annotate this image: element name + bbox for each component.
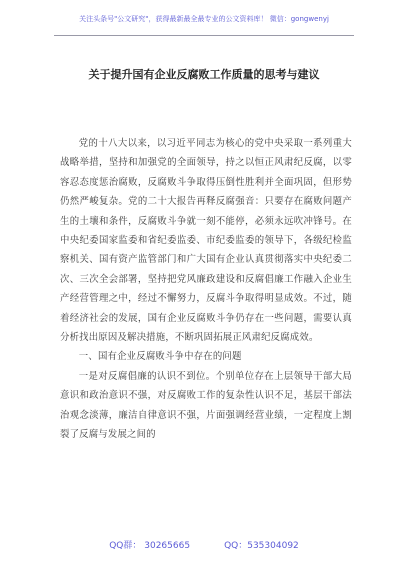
body-paragraph-intro: 党的十八大以来，以习近平同志为核心的党中央采取一系列重大战略举措，坚持和加强党的全面领导，持之以恒正风肃纪反腐，以零容忍态度惩治腐败，反腐败斗争取得压倒性胜利并全面巩固，但形势仍然严峻复杂。党的二十大报告再释反腐强音：只要存在腐败问题产生的土壤和条件，反腐败斗争就一刻不能停，必须永远吹冲锋号。在中央纪委国家监委和省纪委监委、市纪委监委的领导下，各级纪检监察机关、国有资产监管部门和广大国有企业认真贯彻落实中央纪委二次、三次全会部署，坚持把党风廉政建设和反腐倡廉工作融入企业生产经营管理之中，经过不懈努力，反腐斗争取得明显成效。不过，随着经济社会的发展，国有企业反腐败斗争仍存在一些问题，需要认真分析找出原因及解决措施，不断巩固拓展正风肃纪反腐成效。 bbox=[60, 138, 352, 344]
header-divider bbox=[54, 35, 354, 36]
section-heading: 一、国有企业反腐败斗争中存在的问题 bbox=[78, 351, 242, 363]
document-title: 关于提升国有企业反腐败工作质量的思考与建议 bbox=[88, 68, 320, 81]
footer-qq-number: QQ：535304092 bbox=[224, 541, 299, 551]
body-paragraph-issue-1: 一是对反腐倡廉的认识不到位。个别单位存在上层领导干部大局意识和政治意识不强，对反腐败工作的复杂性认识不足，基层干部法治观念淡薄，廉洁自律意识不强，片面强调经营业绩，一定程度上割裂了反腐与发展之间的 bbox=[60, 370, 352, 441]
document-body bbox=[60, 134, 352, 445]
footer-qq-group: QQ群： 30265665 bbox=[109, 541, 191, 551]
header-banner: 关注头条号"公文研究"，获得最新最全最专业的公文资料库！ 微信：gongwenyj bbox=[79, 15, 329, 23]
footer-contact bbox=[0, 538, 408, 551]
